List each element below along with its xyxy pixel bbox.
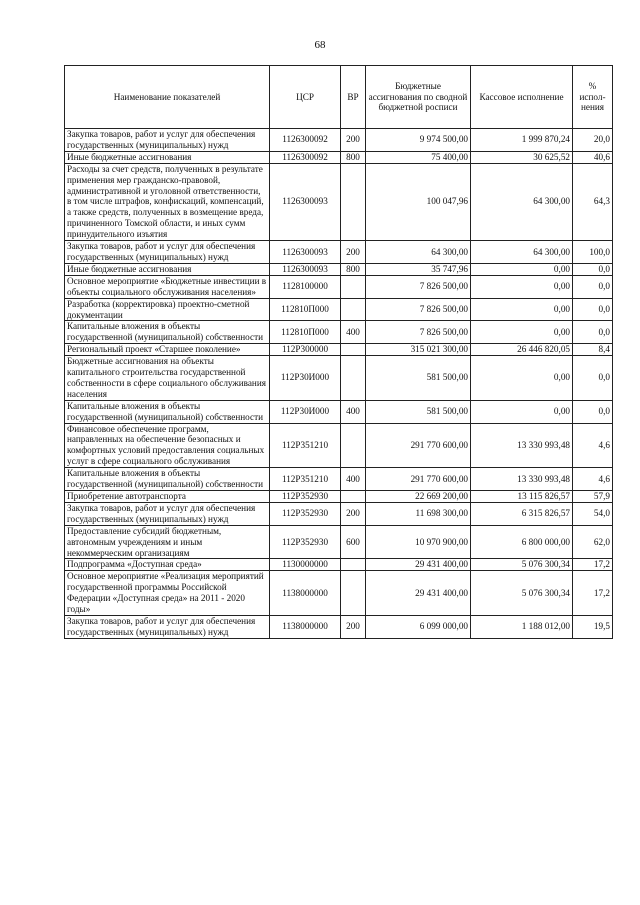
cell-assignments: 29 431 400,00 xyxy=(366,571,471,616)
cell-csr: 112Р300000 xyxy=(270,344,341,356)
cell-csr: 1126300093 xyxy=(270,263,341,275)
cell-percent: 40,6 xyxy=(573,151,613,163)
cell-vr xyxy=(341,571,366,616)
cell-csr: 1126300093 xyxy=(270,241,341,264)
cell-name: Основное мероприятие «Реализация мероприятий государственной программы Российской Федерации «Доступная среда» на 2011 - 2020 годы» xyxy=(65,571,270,616)
cell-assignments: 35 747,96 xyxy=(366,263,471,275)
cell-name: Основное мероприятие «Бюджетные инвестиции в объекты социального обслуживания населения» xyxy=(65,275,270,298)
cell-name: Капитальные вложения в объекты государственной (муниципальной) собственности xyxy=(65,321,270,344)
cell-name: Закупка товаров, работ и услуг для обеспечения государственных (муниципальных) нужд xyxy=(65,129,270,152)
cell-vr: 400 xyxy=(341,321,366,344)
table-row xyxy=(65,400,613,423)
cell-assignments: 10 970 900,00 xyxy=(366,525,471,559)
cell-execution: 13 330 993,48 xyxy=(471,468,573,491)
cell-vr: 400 xyxy=(341,468,366,491)
cell-csr: 1128100000 xyxy=(270,275,341,298)
header-percent: % испол-нения xyxy=(573,66,613,129)
cell-percent: 57,9 xyxy=(573,491,613,503)
cell-assignments: 9 974 500,00 xyxy=(366,129,471,152)
cell-percent: 4,6 xyxy=(573,468,613,491)
cell-name: Капитальные вложения в объекты государственной (муниципальной) собственности xyxy=(65,468,270,491)
cell-csr: 112Р30И000 xyxy=(270,356,341,401)
table-row xyxy=(65,491,613,503)
header-csr: ЦСР xyxy=(270,66,341,129)
table-row xyxy=(65,344,613,356)
cell-vr: 400 xyxy=(341,400,366,423)
cell-csr: 112810П000 xyxy=(270,298,341,321)
cell-execution: 13 115 826,57 xyxy=(471,491,573,503)
cell-assignments: 7 826 500,00 xyxy=(366,275,471,298)
cell-csr: 112810П000 xyxy=(270,321,341,344)
cell-assignments: 6 099 000,00 xyxy=(366,615,471,638)
cell-assignments: 22 669 200,00 xyxy=(366,491,471,503)
cell-assignments: 75 400,00 xyxy=(366,151,471,163)
table-row xyxy=(65,163,613,240)
cell-execution: 0,00 xyxy=(471,321,573,344)
cell-execution: 6 800 000,00 xyxy=(471,525,573,559)
cell-vr xyxy=(341,163,366,240)
table-header-row xyxy=(65,66,613,129)
cell-name: Закупка товаров, работ и услуг для обеспечения государственных (муниципальных) нужд xyxy=(65,502,270,525)
cell-execution: 0,00 xyxy=(471,298,573,321)
cell-name: Капитальные вложения в объекты государственной (муниципальной) собственности xyxy=(65,400,270,423)
cell-percent: 20,0 xyxy=(573,129,613,152)
cell-csr: 1138000000 xyxy=(270,571,341,616)
cell-assignments: 581 500,00 xyxy=(366,356,471,401)
cell-csr: 112Р30И000 xyxy=(270,400,341,423)
cell-execution: 64 300,00 xyxy=(471,163,573,240)
cell-execution: 0,00 xyxy=(471,356,573,401)
cell-csr: 1138000000 xyxy=(270,615,341,638)
cell-name: Разработка (корректировка) проектно-сметной документации xyxy=(65,298,270,321)
cell-execution: 30 625,52 xyxy=(471,151,573,163)
table-row xyxy=(65,571,613,616)
cell-percent: 54,0 xyxy=(573,502,613,525)
table-row xyxy=(65,275,613,298)
cell-name: Региональный проект «Старшее поколение» xyxy=(65,344,270,356)
cell-name: Закупка товаров, работ и услуг для обеспечения государственных (муниципальных) нужд xyxy=(65,241,270,264)
cell-execution: 1 999 870,24 xyxy=(471,129,573,152)
cell-vr: 200 xyxy=(341,502,366,525)
cell-vr: 800 xyxy=(341,263,366,275)
cell-vr xyxy=(341,298,366,321)
cell-name: Финансовое обеспечение программ, направленных на обеспечение безопасных и комфортных условий предоставления социальных услуг в сфере социального обслуживания xyxy=(65,423,270,468)
cell-percent: 19,5 xyxy=(573,615,613,638)
cell-execution: 5 076 300,34 xyxy=(471,559,573,571)
cell-name: Приобретение автотранспорта xyxy=(65,491,270,503)
budget-execution-table xyxy=(64,65,613,639)
cell-name: Иные бюджетные ассигнования xyxy=(65,151,270,163)
table-row xyxy=(65,129,613,152)
cell-csr: 112Р352930 xyxy=(270,491,341,503)
cell-name: Подпрограмма «Доступная среда» xyxy=(65,559,270,571)
cell-assignments: 315 021 300,00 xyxy=(366,344,471,356)
cell-percent: 0,0 xyxy=(573,400,613,423)
cell-csr: 112Р352930 xyxy=(270,525,341,559)
cell-percent: 100,0 xyxy=(573,241,613,264)
cell-execution: 13 330 993,48 xyxy=(471,423,573,468)
cell-execution: 5 076 300,34 xyxy=(471,571,573,616)
cell-percent: 17,2 xyxy=(573,559,613,571)
cell-percent: 64,3 xyxy=(573,163,613,240)
cell-execution: 6 315 826,57 xyxy=(471,502,573,525)
cell-csr: 1126300092 xyxy=(270,129,341,152)
cell-vr xyxy=(341,275,366,298)
table-row xyxy=(65,468,613,491)
cell-percent: 4,6 xyxy=(573,423,613,468)
cell-percent: 0,0 xyxy=(573,356,613,401)
header-assignments: Бюджетные ассигнования по сводной бюджетной росписи xyxy=(366,66,471,129)
cell-execution: 0,00 xyxy=(471,263,573,275)
cell-execution: 64 300,00 xyxy=(471,241,573,264)
table-row xyxy=(65,298,613,321)
cell-execution: 0,00 xyxy=(471,275,573,298)
cell-vr: 200 xyxy=(341,241,366,264)
header-vr: ВР xyxy=(341,66,366,129)
cell-execution: 26 446 820,05 xyxy=(471,344,573,356)
cell-name: Иные бюджетные ассигнования xyxy=(65,263,270,275)
cell-vr xyxy=(341,559,366,571)
table-row xyxy=(65,615,613,638)
cell-assignments: 291 770 600,00 xyxy=(366,423,471,468)
cell-percent: 0,0 xyxy=(573,298,613,321)
cell-name: Бюджетные ассигнования на объекты капитального строительства государственной собственности в сфере социального обслуживания населения xyxy=(65,356,270,401)
cell-assignments: 64 300,00 xyxy=(366,241,471,264)
cell-assignments: 29 431 400,00 xyxy=(366,559,471,571)
cell-vr xyxy=(341,356,366,401)
cell-name: Закупка товаров, работ и услуг для обеспечения государственных (муниципальных) нужд xyxy=(65,615,270,638)
cell-assignments: 7 826 500,00 xyxy=(366,321,471,344)
cell-vr xyxy=(341,344,366,356)
cell-percent: 17,2 xyxy=(573,571,613,616)
cell-csr: 112Р351210 xyxy=(270,468,341,491)
table-row xyxy=(65,423,613,468)
cell-vr: 200 xyxy=(341,129,366,152)
cell-assignments: 7 826 500,00 xyxy=(366,298,471,321)
cell-percent: 62,0 xyxy=(573,525,613,559)
table-row xyxy=(65,356,613,401)
cell-assignments: 581 500,00 xyxy=(366,400,471,423)
cell-vr xyxy=(341,423,366,468)
header-name: Наименование показателей xyxy=(65,66,270,129)
cell-percent: 0,0 xyxy=(573,275,613,298)
cell-assignments: 100 047,96 xyxy=(366,163,471,240)
cell-execution: 1 188 012,00 xyxy=(471,615,573,638)
cell-vr: 600 xyxy=(341,525,366,559)
cell-execution: 0,00 xyxy=(471,400,573,423)
cell-percent: 8,4 xyxy=(573,344,613,356)
cell-vr: 200 xyxy=(341,615,366,638)
cell-name: Расходы за счет средств, полученных в результате применения мер гражданско-правовой, административной и уголовной ответственности, в том числе штрафов, конфискаций, компенсаций, а также средств, полученных в возмещение вреда, причиненного Томской области, и иных сумм принудительного изъятия xyxy=(65,163,270,240)
table-row xyxy=(65,502,613,525)
table-row xyxy=(65,241,613,264)
cell-percent: 0,0 xyxy=(573,321,613,344)
table-body xyxy=(65,129,613,639)
cell-csr: 1126300092 xyxy=(270,151,341,163)
table-row xyxy=(65,151,613,163)
cell-csr: 112Р351210 xyxy=(270,423,341,468)
cell-name: Предоставление субсидий бюджетным, автономным учреждениям и иным некоммерческим организациям xyxy=(65,525,270,559)
page-number: 68 xyxy=(314,39,326,51)
cell-vr: 800 xyxy=(341,151,366,163)
cell-vr xyxy=(341,491,366,503)
cell-csr: 1126300093 xyxy=(270,163,341,240)
table-row xyxy=(65,321,613,344)
cell-csr: 1130000000 xyxy=(270,559,341,571)
table-row xyxy=(65,525,613,559)
header-execution: Кассовое исполнение xyxy=(471,66,573,129)
table-row xyxy=(65,263,613,275)
cell-assignments: 11 698 300,00 xyxy=(366,502,471,525)
table-row xyxy=(65,559,613,571)
cell-csr: 112Р352930 xyxy=(270,502,341,525)
cell-percent: 0,0 xyxy=(573,263,613,275)
cell-assignments: 291 770 600,00 xyxy=(366,468,471,491)
